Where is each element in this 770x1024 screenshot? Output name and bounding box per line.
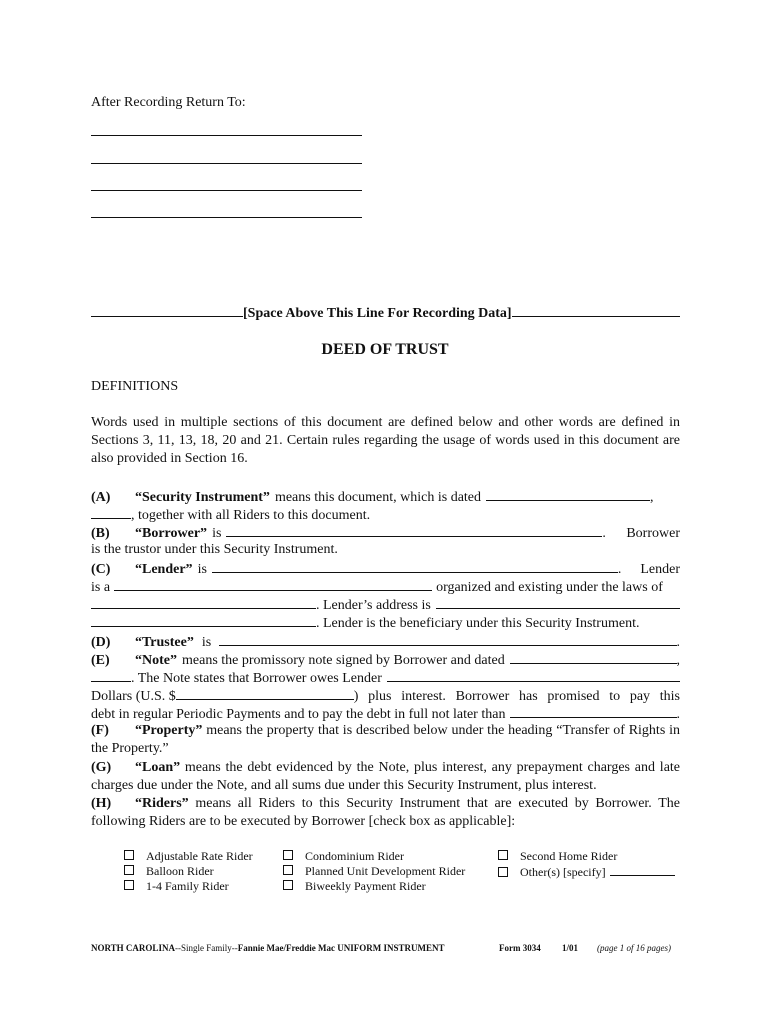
definition-e-term: “Note” bbox=[135, 653, 177, 668]
definition-c-line-1 bbox=[91, 559, 680, 579]
footer-instrument bbox=[91, 943, 445, 954]
definition-a-text-2: , together with all Riders to this document. bbox=[131, 508, 371, 523]
rider-condominium[interactable] bbox=[283, 849, 404, 864]
checkbox[interactable] bbox=[124, 865, 134, 875]
definition-a-label: (A) bbox=[91, 490, 111, 505]
rider-label: Balloon Rider bbox=[146, 864, 214, 878]
footer-form-number: Form 3034 bbox=[499, 943, 541, 953]
definition-c-beneficiary: . Lender is the beneficiary under this Security Instrument. bbox=[316, 616, 640, 631]
definition-e-line-1 bbox=[91, 650, 680, 670]
definition-g-label: (G) bbox=[91, 760, 112, 775]
maturity-date-field[interactable] bbox=[510, 704, 676, 718]
trustee-name-field[interactable] bbox=[219, 632, 676, 646]
recording-data-separator bbox=[91, 303, 680, 323]
rider-biweekly-payment[interactable] bbox=[283, 879, 426, 894]
definition-b-line-2: is the trustor under this Security Instrument. bbox=[91, 542, 338, 557]
definition-h-term: “Riders” bbox=[135, 796, 189, 811]
definition-c-trailing: Lender bbox=[640, 562, 680, 577]
separator-line-right bbox=[512, 303, 680, 317]
definition-c-address-text: . Lender’s address is bbox=[316, 598, 431, 613]
lender-jurisdiction-field[interactable] bbox=[91, 595, 316, 609]
definition-c-line-2 bbox=[91, 577, 680, 597]
rider-balloon[interactable] bbox=[124, 864, 214, 879]
definition-a-term: “Security Instrument” bbox=[135, 490, 270, 505]
definition-c-period: . bbox=[617, 562, 622, 577]
rider-label: Second Home Rider bbox=[520, 849, 618, 863]
document-title: DEED OF TRUST bbox=[321, 341, 449, 358]
rider-label: Adjustable Rate Rider bbox=[146, 849, 253, 863]
definition-a-text: means this document, which is dated bbox=[274, 490, 482, 505]
definition-c-line-4 bbox=[91, 613, 680, 633]
definition-c-organized: organized and existing under the laws of bbox=[436, 580, 663, 595]
definition-d-term: “Trustee” bbox=[135, 635, 194, 650]
definition-e-line-2 bbox=[91, 668, 680, 688]
definition-b-line-1 bbox=[91, 523, 680, 543]
note-amount-numeric-field[interactable] bbox=[176, 686, 354, 700]
checkbox[interactable] bbox=[124, 880, 134, 890]
checkbox[interactable] bbox=[283, 880, 293, 890]
definition-h-text: means all Riders to this Security Instrument that are executed by Borrower. The following Riders are to be executed by Borrower [check box as applicable]: bbox=[91, 796, 680, 829]
footer-form-date: 1/01 bbox=[562, 943, 579, 953]
checkbox[interactable] bbox=[283, 865, 293, 875]
definition-d-period: . bbox=[676, 635, 680, 650]
note-amount-words-field[interactable] bbox=[387, 668, 680, 682]
definition-b-label: (B) bbox=[91, 526, 110, 541]
security-instrument-date-field[interactable] bbox=[486, 487, 650, 501]
definition-d-label: (D) bbox=[91, 635, 111, 650]
definition-g-text: means the debt evidenced by the Note, plus interest, any prepayment charges and late charges due under the Note, and all sums due under this Security Instrument, plus interest. bbox=[91, 760, 681, 793]
definition-b-period: . bbox=[602, 526, 606, 541]
lender-entity-type-field[interactable] bbox=[114, 577, 432, 591]
definition-h bbox=[91, 795, 680, 831]
definition-e-plus-interest: ) plus interest. Borrower has promised to pay this bbox=[353, 689, 680, 704]
note-year-field[interactable] bbox=[91, 668, 131, 682]
definition-f-label: (F) bbox=[91, 723, 109, 738]
definition-e-line-3 bbox=[91, 686, 680, 706]
rider-label: Other(s) [specify] bbox=[520, 865, 606, 879]
return-address-line-1[interactable] bbox=[91, 135, 362, 136]
definition-f bbox=[91, 722, 680, 758]
note-date-field[interactable] bbox=[510, 650, 677, 664]
definition-f-text: means the property that is described below under the heading “Transfer of Rights in the Property.” bbox=[91, 723, 680, 756]
return-address-line-4[interactable] bbox=[91, 217, 362, 218]
definition-b-is: is bbox=[212, 526, 222, 541]
definition-e-period: . bbox=[676, 707, 680, 722]
definition-c-is: is bbox=[197, 562, 207, 577]
definition-c-line-3 bbox=[91, 595, 680, 615]
lender-address-field[interactable] bbox=[436, 595, 680, 609]
definition-a-line-1 bbox=[91, 487, 680, 507]
lender-address-field-2[interactable] bbox=[91, 613, 316, 627]
definition-d-is: is bbox=[201, 635, 212, 650]
footer-separator: --Single Family-- bbox=[174, 943, 238, 953]
checkbox[interactable] bbox=[283, 850, 293, 860]
definitions-heading: DEFINITIONS bbox=[91, 379, 179, 394]
footer-page-count: (page 1 of 16 pages) bbox=[597, 943, 671, 953]
lender-name-field[interactable] bbox=[212, 559, 618, 573]
rider-label: Condominium Rider bbox=[305, 849, 404, 863]
checkbox[interactable] bbox=[124, 850, 134, 860]
definition-e-comma: , bbox=[676, 653, 680, 668]
definition-c-label: (C) bbox=[91, 562, 111, 577]
definition-g bbox=[91, 759, 680, 795]
rider-label: 1-4 Family Rider bbox=[146, 879, 229, 893]
rider-1-4-family[interactable] bbox=[124, 879, 229, 894]
definition-a-line-2 bbox=[91, 505, 680, 525]
rider-second-home[interactable] bbox=[498, 849, 617, 864]
intro-paragraph: Words used in multiple sections of this document are defined below and other words are defined in Sections 3, 11, 13, 18, 20 and 21. Certain rules regarding the usage of words used in this document are also provided in Section 16. bbox=[91, 415, 680, 466]
definition-e-owes: . The Note states that Borrower owes Lender bbox=[131, 671, 382, 686]
rider-others[interactable] bbox=[498, 864, 675, 880]
return-address-line-2[interactable] bbox=[91, 163, 362, 164]
definition-e-debt-text: debt in regular Periodic Payments and to pay the debt in full not later than bbox=[91, 707, 506, 722]
definition-f-term: “Property” bbox=[135, 723, 203, 738]
definition-e-label: (E) bbox=[91, 653, 110, 668]
rider-label: Biweekly Payment Rider bbox=[305, 879, 426, 893]
rider-label: Planned Unit Development Rider bbox=[305, 864, 466, 878]
definition-e-text: means the promissory note signed by Borrower and dated bbox=[182, 653, 505, 668]
space-above-label: [Space Above This Line For Recording Data] bbox=[243, 306, 512, 321]
definition-b-trailing: Borrower bbox=[626, 526, 680, 541]
footer-state: NORTH CAROLINA bbox=[91, 943, 175, 953]
security-instrument-year-field[interactable] bbox=[91, 505, 131, 519]
footer-instrument-name: Fannie Mae/Freddie Mac UNIFORM INSTRUMENT bbox=[237, 943, 445, 953]
definition-e-dollars: Dollars (U.S. $ bbox=[91, 689, 176, 704]
checkbox[interactable] bbox=[498, 867, 508, 877]
definition-c-is-a: is a bbox=[91, 580, 111, 595]
checkbox[interactable] bbox=[498, 850, 508, 860]
return-address-line-3[interactable] bbox=[91, 190, 362, 191]
definition-g-term: “Loan” bbox=[135, 760, 181, 775]
definition-e-line-4 bbox=[91, 704, 680, 724]
definition-c-term: “Lender” bbox=[135, 562, 193, 577]
rider-planned-unit-development[interactable] bbox=[283, 864, 465, 879]
borrower-name-field[interactable] bbox=[226, 523, 602, 537]
definition-b-term: “Borrower” bbox=[135, 526, 208, 541]
rider-adjustable-rate[interactable] bbox=[124, 849, 253, 864]
comma: , bbox=[650, 490, 654, 505]
return-to-label: After Recording Return To: bbox=[91, 95, 246, 110]
other-rider-specify-field[interactable] bbox=[610, 864, 675, 876]
definition-d-line bbox=[91, 632, 680, 652]
definition-h-label: (H) bbox=[91, 796, 112, 811]
separator-line-left bbox=[91, 303, 243, 317]
